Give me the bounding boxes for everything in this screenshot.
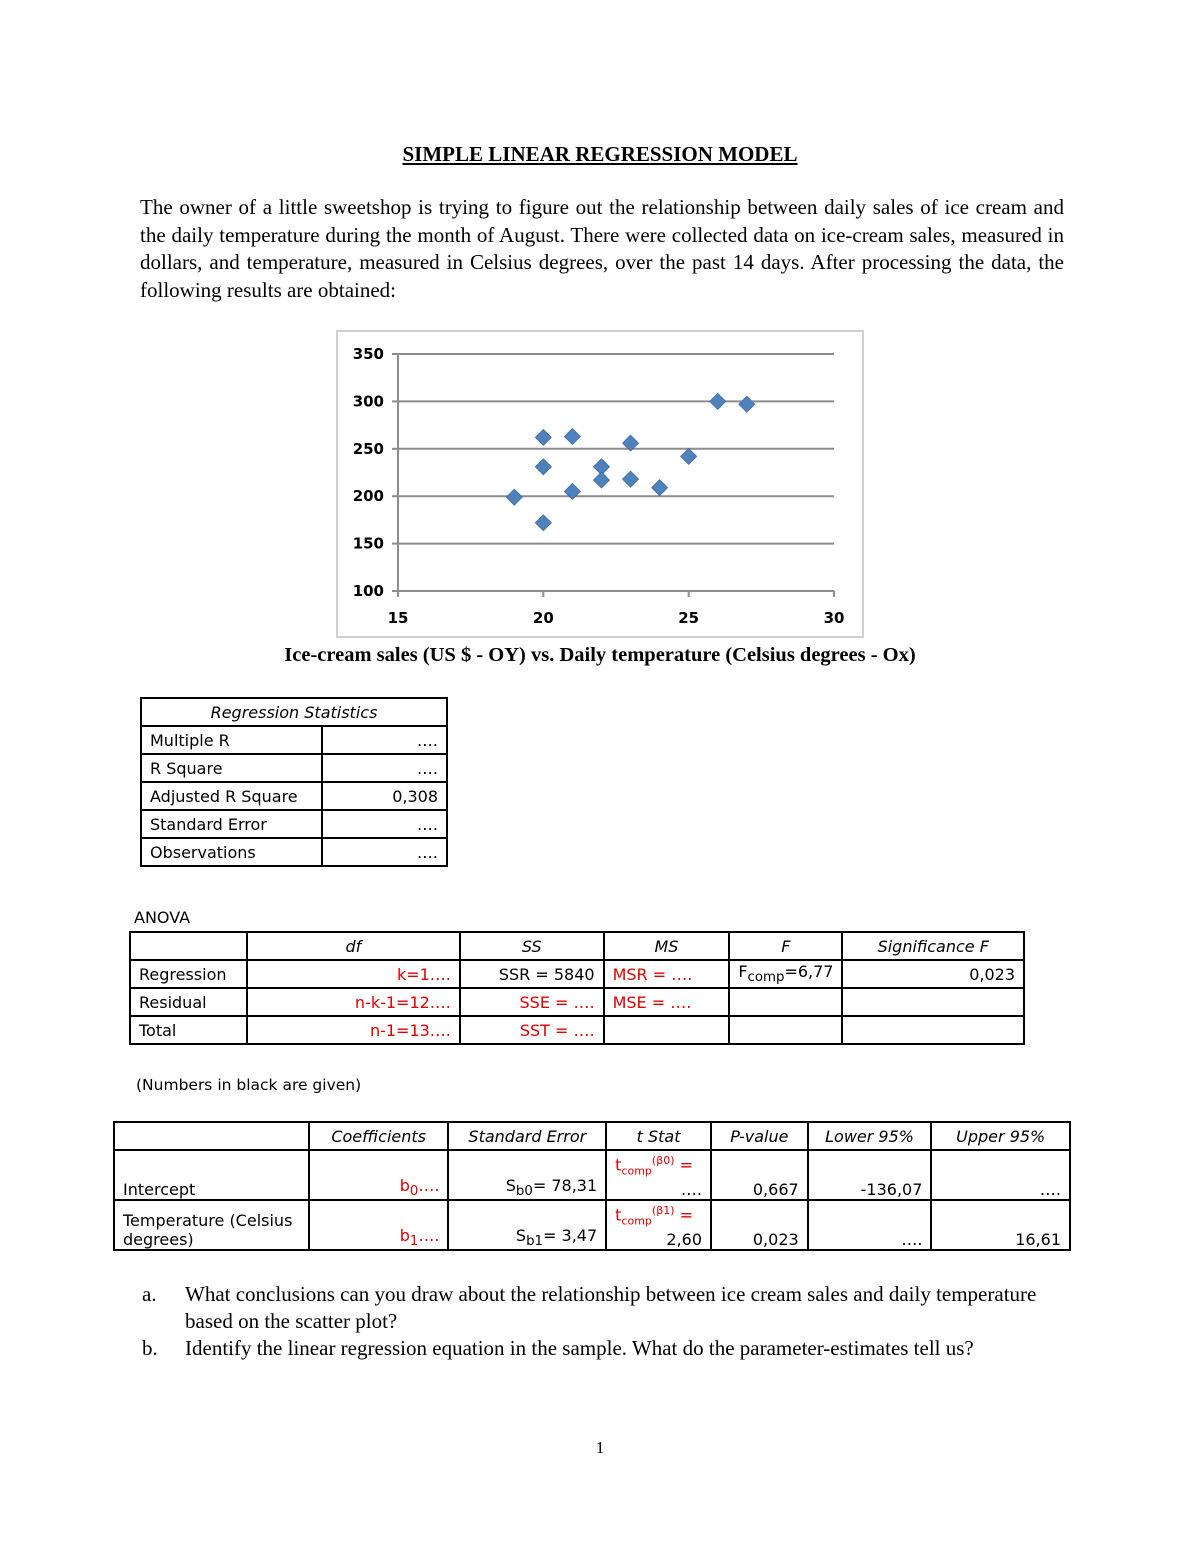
standard-error-value	[448, 1150, 606, 1200]
x-tick-label: 20	[532, 609, 554, 627]
f-symbol: F	[738, 962, 748, 982]
row-label-line2: degrees)	[123, 1230, 194, 1249]
stat-value: ….	[322, 726, 447, 754]
row-label: Total	[130, 1016, 247, 1044]
table-row	[130, 988, 1024, 1016]
anova-header-empty	[130, 932, 247, 960]
row-label: Residual	[130, 988, 247, 1016]
anova-table	[129, 931, 1025, 1045]
data-point	[535, 459, 551, 475]
significance-value: 0,023	[842, 960, 1024, 988]
data-point	[623, 471, 639, 487]
stat-label: Multiple R	[141, 726, 322, 754]
lower-95-value: ….	[808, 1200, 932, 1250]
t-comp-label	[615, 1153, 702, 1180]
coef-symbol: b	[399, 1175, 410, 1195]
anova-header-significance: Significance F	[842, 932, 1024, 960]
se-subscript: b1	[526, 1234, 544, 1249]
empty-cell	[842, 988, 1024, 1016]
x-tick-label: 15	[387, 609, 409, 627]
table-row	[130, 1016, 1024, 1044]
standard-error-value	[448, 1200, 606, 1250]
f-subscript: comp	[747, 970, 785, 986]
upper-95-value: 16,61	[931, 1200, 1070, 1250]
coef-subscript: 0	[409, 1184, 419, 1199]
page-title: SIMPLE LINEAR REGRESSION MODEL	[402, 142, 798, 166]
df-value: n-1=13….	[247, 1016, 460, 1044]
t-equals: =	[674, 1155, 694, 1175]
row-label: Intercept	[114, 1150, 309, 1200]
coefficient-value	[309, 1200, 449, 1250]
x-tick-label: 25	[678, 609, 700, 627]
coef-dots: ….	[418, 1175, 440, 1195]
data-point	[506, 489, 522, 505]
ss-value: SST = ….	[460, 1016, 604, 1044]
coef-dots: ….	[418, 1225, 440, 1245]
data-point	[710, 393, 726, 409]
t-equals: =	[674, 1205, 694, 1225]
t-superscript: (β1)	[651, 1204, 675, 1218]
stat-value: 0,308	[322, 782, 447, 810]
ss-value: SSR = 5840	[460, 960, 604, 988]
table-header-row	[114, 1122, 1070, 1150]
questions-list	[140, 1281, 1060, 1362]
coefficients-table	[113, 1121, 1071, 1251]
regression-statistics-table	[140, 697, 448, 867]
t-number: ….	[680, 1180, 702, 1199]
empty-cell	[729, 988, 842, 1016]
stat-value: ….	[322, 810, 447, 838]
row-label	[114, 1200, 309, 1250]
stat-value: ….	[322, 838, 447, 866]
table-row	[114, 1150, 1070, 1200]
se-number: = 3,47	[543, 1225, 598, 1245]
x-tick-label: 30	[823, 609, 845, 627]
y-tick-label: 100	[352, 582, 384, 600]
note-text: (Numbers in black are given)	[136, 1076, 362, 1094]
se-number: = 78,31	[532, 1175, 598, 1195]
t-subscript: comp	[621, 1165, 652, 1178]
data-point	[535, 515, 551, 531]
df-value: k=1….	[247, 960, 460, 988]
t-superscript: (β0)	[651, 1154, 675, 1168]
t-symbol: t	[615, 1205, 622, 1225]
table-row	[130, 960, 1024, 988]
coefficient-value	[309, 1150, 449, 1200]
intro-paragraph: The owner of a little sweetshop is trying to figure out the relationship between daily sales of ice cream and the daily temperature during the month of August. There were collected data on ice-cream sales, measured in dollars, and temperature, measured in Celsius degrees, over the past 14 days. After processing the data, the following results are obtained:	[140, 195, 1064, 302]
anova-label: ANOVA	[134, 908, 191, 927]
regression-statistics-header: Regression Statistics	[141, 698, 447, 726]
stat-label: Standard Error	[141, 810, 322, 838]
scatter-chart	[336, 330, 864, 638]
chart-caption: Ice-cream sales (US $ - OY) vs. Daily temperature (Celsius degrees - Ox)	[284, 644, 916, 666]
p-value: 0,667	[711, 1150, 808, 1200]
empty-cell	[842, 1016, 1024, 1044]
t-stat-value	[606, 1200, 711, 1250]
se-subscript: b0	[515, 1184, 533, 1199]
y-tick-label: 250	[352, 439, 384, 458]
page-number: 1	[595, 1438, 605, 1457]
anova-header-ms: MS	[604, 932, 730, 960]
table-row	[141, 754, 447, 782]
coef-header-t-stat: t Stat	[606, 1122, 711, 1150]
data-point	[739, 396, 755, 412]
t-subscript: comp	[621, 1215, 652, 1228]
stat-label: R Square	[141, 754, 322, 782]
question-item	[140, 1335, 1060, 1362]
data-point	[593, 472, 609, 488]
coef-header-p-value: P-value	[711, 1122, 808, 1150]
table-row	[141, 782, 447, 810]
f-number: =6,77	[784, 962, 834, 982]
table-header-row	[130, 932, 1024, 960]
empty-cell	[604, 1016, 730, 1044]
question-letter: a.	[142, 1282, 157, 1306]
t-comp-label	[615, 1203, 702, 1230]
question-text: What conclusions can you draw about the relationship between ice cream sales and daily temperature based on the scatter plot?	[185, 1282, 1037, 1333]
data-point	[535, 429, 551, 445]
coef-header-lower-95: Lower 95%	[808, 1122, 932, 1150]
ms-value: MSE = ….	[604, 988, 730, 1016]
row-label-line1: Temperature (Celsius	[123, 1211, 293, 1230]
coef-header-upper-95: Upper 95%	[931, 1122, 1070, 1150]
anova-header-df: df	[247, 932, 460, 960]
question-item	[140, 1281, 1060, 1335]
coef-header-standard-error: Standard Error	[448, 1122, 606, 1150]
coef-subscript: 1	[409, 1234, 419, 1249]
coef-header-coefficients: Coefficients	[309, 1122, 449, 1150]
y-tick-label: 300	[352, 392, 384, 411]
upper-95-value: ….	[931, 1150, 1070, 1200]
ss-value: SSE = ….	[460, 988, 604, 1016]
empty-cell	[729, 1016, 842, 1044]
se-symbol: S	[505, 1175, 516, 1195]
ms-value: MSR = ….	[604, 960, 730, 988]
anova-header-f: F	[729, 932, 842, 960]
data-point	[564, 428, 580, 444]
df-value: n-k-1=12….	[247, 988, 460, 1016]
p-value: 0,023	[711, 1200, 808, 1250]
y-tick-label: 200	[352, 487, 384, 506]
stat-label: Adjusted R Square	[141, 782, 322, 810]
coef-symbol: b	[399, 1225, 410, 1245]
table-row	[141, 726, 447, 754]
data-point	[681, 448, 697, 464]
question-letter: b.	[142, 1336, 158, 1360]
anova-header-ss: SS	[460, 932, 604, 960]
table-row	[114, 1200, 1070, 1250]
question-text: Identify the linear regression equation in the sample. What do the parameter-estimates tell us?	[185, 1336, 974, 1360]
table-row	[141, 810, 447, 838]
coef-header-empty	[114, 1122, 309, 1150]
t-stat-value	[606, 1150, 711, 1200]
table-row	[141, 838, 447, 866]
stat-label: Observations	[141, 838, 322, 866]
y-tick-label: 150	[352, 534, 384, 553]
se-symbol: S	[515, 1225, 527, 1245]
t-symbol: t	[615, 1155, 622, 1175]
row-label: Regression	[130, 960, 247, 988]
stat-value: ….	[322, 754, 447, 782]
f-value	[729, 960, 842, 988]
t-number: 2,60	[666, 1230, 702, 1249]
data-point	[652, 480, 668, 496]
scatter-chart-svg	[338, 332, 862, 636]
lower-95-value: -136,07	[808, 1150, 932, 1200]
y-tick-label: 350	[352, 345, 384, 363]
